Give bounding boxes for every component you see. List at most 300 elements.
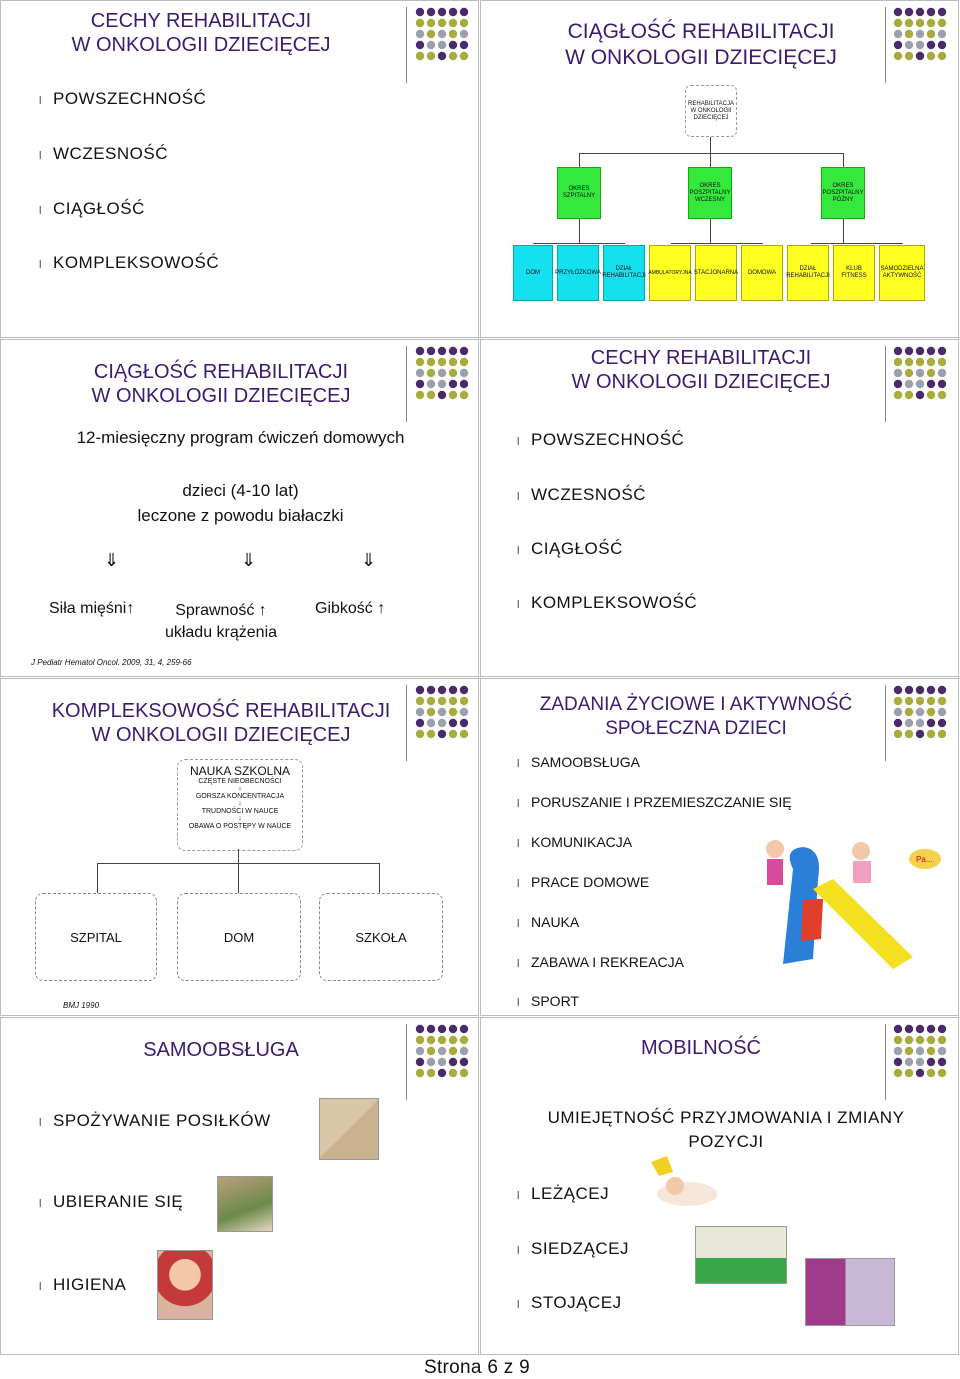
decorative-dot: [438, 52, 446, 60]
list-item: l SIEDZĄCEJ: [517, 1239, 630, 1258]
decorative-dot: [938, 1069, 946, 1077]
decorative-dot: [449, 347, 457, 355]
decorative-dot: [916, 708, 924, 716]
decorative-dot: [938, 380, 946, 388]
decorative-dots-icon: [893, 7, 947, 77]
slide-title: SAMOOBSŁUGA: [143, 1039, 299, 1061]
decorative-dot: [927, 730, 935, 738]
decorative-dot: [894, 41, 902, 49]
decorative-dot: [916, 369, 924, 377]
decorative-dot: [927, 380, 935, 388]
decorative-dot: [938, 358, 946, 366]
decorative-dot: [416, 1047, 424, 1055]
decorative-dot: [460, 1058, 468, 1066]
leaf-box: DZIAŁ REHABILITACJI: [787, 245, 829, 301]
decorative-dot: [938, 1058, 946, 1066]
decorative-dot: [427, 369, 435, 377]
decorative-dot: [460, 1069, 468, 1077]
decorative-dot: [927, 391, 935, 399]
decorative-dot: [460, 41, 468, 49]
page-footer: Strona 6 z 9: [424, 1357, 531, 1378]
decorative-dot: [894, 730, 902, 738]
program-text: 12-miesięczny program ćwiczeń domowych: [76, 428, 405, 447]
decorative-dot: [416, 19, 424, 27]
decorative-dot: [916, 19, 924, 27]
decorative-dot: [905, 730, 913, 738]
decorative-dot: [894, 1047, 902, 1055]
list-item: l KOMPLEKSOWOŚĆ: [517, 593, 698, 612]
tree-connector: [579, 153, 580, 167]
title-divider: [885, 1024, 886, 1100]
sitting-baby-photo: [695, 1226, 787, 1284]
list-item: l SPORT: [517, 993, 579, 1009]
decorative-dot: [438, 41, 446, 49]
decorative-dot: [438, 358, 446, 366]
decorative-dot: [905, 1047, 913, 1055]
decorative-dot: [894, 686, 902, 694]
decorative-dot: [416, 30, 424, 38]
decorative-dot: [938, 686, 946, 694]
decorative-dot: [938, 30, 946, 38]
list-item: l HIGIENA: [39, 1275, 127, 1294]
slide-ciaglosc-program: [0, 339, 479, 677]
list-item: l ZABAWA I REKREACJA: [517, 954, 684, 970]
decorative-dot: [449, 1047, 457, 1055]
school-box: [177, 759, 303, 851]
school-item: TRUDNOŚCI W NAUCE: [201, 808, 279, 815]
decorative-dot: [927, 1058, 935, 1066]
decorative-dot: [916, 1036, 924, 1044]
period-box: OKRES POSZPITALNY PÓŹNY: [821, 167, 865, 219]
decorative-dot: [905, 347, 913, 355]
decorative-dot: [460, 1036, 468, 1044]
slide-samoobsluga: [0, 1017, 479, 1355]
decorative-dot: [905, 1069, 913, 1077]
outcome-strength: Siła mięśni↑: [49, 600, 135, 617]
decorative-dot: [916, 52, 924, 60]
slide-mobilnosc: [480, 1017, 959, 1355]
decorative-dot: [449, 708, 457, 716]
title-divider: [406, 1024, 407, 1100]
eating-photo: [319, 1098, 379, 1160]
title-divider: [406, 7, 407, 83]
title-divider: [885, 685, 886, 761]
decorative-dot: [438, 1058, 446, 1066]
decorative-dot: [427, 708, 435, 716]
decorative-dot: [449, 391, 457, 399]
leaf-box: PRZYŁÓŻKOWA: [557, 245, 599, 301]
school-item: OBAWA O POSTĘPY W NAUCE: [188, 823, 292, 830]
lying-baby-photo: [647, 1152, 729, 1212]
decorative-dot: [427, 19, 435, 27]
decorative-dot: [460, 697, 468, 705]
decorative-dot: [894, 697, 902, 705]
decorative-dot: [927, 1025, 935, 1033]
list-item: l SAMOOBSŁUGA: [517, 754, 640, 770]
decorative-dot: [416, 730, 424, 738]
citation: J Pediatr Hematol Oncol. 2009, 31, 4, 259-66: [31, 658, 192, 667]
decorative-dot: [438, 697, 446, 705]
decorative-dot: [427, 391, 435, 399]
decorative-dot: [938, 719, 946, 727]
decorative-dots-icon: [893, 1024, 947, 1094]
decorative-dot: [894, 19, 902, 27]
decorative-dot: [927, 686, 935, 694]
decorative-dot: [438, 1069, 446, 1077]
decorative-dot: [894, 1058, 902, 1066]
decorative-dot: [916, 358, 924, 366]
decorative-dot: [916, 686, 924, 694]
decorative-dot: [938, 41, 946, 49]
decorative-dots-icon: [893, 685, 947, 755]
tree-connector: [579, 219, 580, 243]
list-item: l POWSZECHNOŚĆ: [517, 430, 685, 449]
decorative-dot: [438, 369, 446, 377]
list-item: l PORUSZANIE I PRZEMIESZCZANIE SIĘ: [517, 794, 792, 810]
decorative-dot: [416, 1025, 424, 1033]
decorative-dot: [927, 358, 935, 366]
tree-connector: [671, 243, 763, 244]
leaf-box: DOM: [513, 245, 553, 301]
decorative-dot: [916, 380, 924, 388]
decorative-dot: [427, 347, 435, 355]
decorative-dot: [416, 380, 424, 388]
decorative-dot: [449, 1069, 457, 1077]
title-divider: [406, 685, 407, 761]
decorative-dot: [916, 1069, 924, 1077]
decorative-dots-icon: [415, 7, 469, 77]
decorative-dot: [916, 1047, 924, 1055]
slide-zadania: [480, 678, 959, 1016]
decorative-dot: [449, 52, 457, 60]
decorative-dot: [894, 30, 902, 38]
decorative-dot: [938, 369, 946, 377]
decorative-dot: [938, 708, 946, 716]
slide-title: CIĄGŁOŚĆ REHABILITACJI W ONKOLOGII DZIECIĘCEJ: [91, 361, 351, 407]
decorative-dot: [894, 708, 902, 716]
decorative-dot: [905, 30, 913, 38]
decorative-dot: [894, 1036, 902, 1044]
decorative-dot: [916, 719, 924, 727]
decorative-dot: [916, 1025, 924, 1033]
decorative-dot: [916, 8, 924, 16]
decorative-dot: [449, 1058, 457, 1066]
decorative-dot: [927, 719, 935, 727]
decorative-dot: [894, 719, 902, 727]
decorative-dot: [438, 686, 446, 694]
period-box: OKRES SZPITALNY: [557, 167, 601, 219]
decorative-dot: [460, 369, 468, 377]
decorative-dot: [460, 347, 468, 355]
decorative-dot: [938, 1036, 946, 1044]
decorative-dot: [894, 8, 902, 16]
decorative-dot: [905, 708, 913, 716]
citation: BMJ 1990: [63, 1001, 100, 1010]
decorative-dot: [894, 1069, 902, 1077]
tree-connector: [710, 137, 711, 153]
decorative-dot: [905, 697, 913, 705]
leaf-box: SAMODZIELNA AKTYWNOŚĆ: [879, 245, 925, 301]
decorative-dot: [460, 8, 468, 16]
tree-connector: [97, 863, 98, 893]
decorative-dot: [927, 1036, 935, 1044]
decorative-dot: [916, 30, 924, 38]
decorative-dot: [449, 719, 457, 727]
slide-title: CECHY REHABILITACJI W ONKOLOGII DZIECIĘCEJ: [71, 10, 331, 56]
decorative-dot: [438, 347, 446, 355]
slide-cechy-1: [0, 0, 479, 338]
decorative-dot: [927, 347, 935, 355]
decorative-dot: [449, 369, 457, 377]
decorative-dot: [449, 41, 457, 49]
decorative-dot: [894, 1025, 902, 1033]
decorative-dot: [416, 358, 424, 366]
decorative-dot: [427, 686, 435, 694]
decorative-dot: [938, 391, 946, 399]
school-item: CZĘSTE NIEOBECNOŚCI: [198, 778, 282, 785]
place-box: SZKOŁA: [319, 893, 443, 981]
school-title: NAUKA SZKOLNA: [189, 764, 291, 778]
decorative-dot: [416, 708, 424, 716]
title-divider: [885, 346, 886, 422]
decorative-dot: [449, 8, 457, 16]
decorative-dot: [427, 1069, 435, 1077]
list-item: l PRACE DOMOWE: [517, 874, 650, 890]
decorative-dot: [916, 730, 924, 738]
decorative-dot: [905, 1036, 913, 1044]
decorative-dot: [416, 391, 424, 399]
decorative-dot: [460, 1047, 468, 1055]
decorative-dot: [416, 347, 424, 355]
decorative-dot: [905, 391, 913, 399]
decorative-dot: [460, 391, 468, 399]
decorative-dot: [416, 1058, 424, 1066]
list-item: l NAUKA: [517, 914, 580, 930]
dressing-photo: [217, 1176, 273, 1232]
slide-title: ZADANIA ŻYCIOWE I AKTYWNOŚĆ SPOŁECZNA DZIECI: [539, 694, 853, 739]
decorative-dot: [438, 1047, 446, 1055]
decorative-dot: [916, 347, 924, 355]
decorative-dot: [938, 697, 946, 705]
tree-connector: [710, 219, 711, 243]
decorative-dot: [438, 19, 446, 27]
decorative-dot: [438, 1036, 446, 1044]
decorative-dot: [905, 358, 913, 366]
decorative-dot: [905, 41, 913, 49]
decorative-dot: [449, 697, 457, 705]
decorative-dot: [938, 8, 946, 16]
decorative-dot: [427, 719, 435, 727]
leaf-box: STACJONARNA: [695, 245, 737, 301]
decorative-dot: [427, 1047, 435, 1055]
decorative-dot: [916, 1058, 924, 1066]
decorative-dot: [427, 8, 435, 16]
decorative-dot: [938, 730, 946, 738]
decorative-dot: [927, 697, 935, 705]
decorative-dot: [460, 730, 468, 738]
arrow-down-icon: ⇓: [104, 550, 120, 570]
decorative-dot: [460, 380, 468, 388]
tree-connector: [811, 243, 903, 244]
decorative-dot: [460, 708, 468, 716]
hygiene-photo: [157, 1250, 213, 1320]
decorative-dot: [460, 52, 468, 60]
decorative-dot: [416, 1036, 424, 1044]
decorative-dot: [438, 708, 446, 716]
decorative-dot: [416, 41, 424, 49]
place-box: SZPITAL: [35, 893, 157, 981]
decorative-dot: [438, 719, 446, 727]
decorative-dot: [427, 52, 435, 60]
title-divider: [406, 346, 407, 422]
decorative-dot: [449, 686, 457, 694]
decorative-dot: [427, 1025, 435, 1033]
list-item: l UBIERANIE SIĘ: [39, 1192, 184, 1211]
decorative-dot: [894, 358, 902, 366]
leaf-box: DZIAŁ REHABILITACJI: [603, 245, 645, 301]
arrow-down-icon: ↓: [238, 815, 242, 822]
outcome-flexibility: Gibkość ↑: [315, 600, 386, 617]
slide-kompleksowosc: [0, 678, 479, 1016]
tree-connector: [710, 153, 711, 167]
decorative-dot: [460, 719, 468, 727]
tree-connector: [533, 243, 625, 244]
decorative-dot: [927, 1069, 935, 1077]
list-item: l WCZESNOŚĆ: [517, 485, 646, 504]
decorative-dot: [905, 1025, 913, 1033]
decorative-dot: [427, 380, 435, 388]
slide-title: MOBILNOŚĆ: [640, 1037, 762, 1059]
slide-cechy-2: [480, 339, 959, 677]
decorative-dot: [927, 19, 935, 27]
decorative-dot: [427, 1036, 435, 1044]
decorative-dot: [449, 30, 457, 38]
list-item: l POWSZECHNOŚĆ: [39, 89, 207, 108]
group-text: dzieci (4-10 lat) leczone z powodu białaczki: [137, 481, 344, 525]
period-box: OKRES POSZPITALNY WCZESNY: [688, 167, 732, 219]
decorative-dot: [905, 1058, 913, 1066]
decorative-dot: [427, 30, 435, 38]
leaf-box: AMBULATORYJNA: [649, 245, 691, 301]
tree-connector: [238, 849, 239, 863]
decorative-dot: [927, 1047, 935, 1055]
slide-title: CECHY REHABILITACJI W ONKOLOGII DZIECIĘCEJ: [571, 347, 831, 393]
leaf-box: KLUB FITNESS: [833, 245, 875, 301]
tree-connector: [238, 863, 239, 893]
outcome-endurance: Sprawność ↑ układu krążenia: [164, 602, 278, 641]
decorative-dot: [916, 391, 924, 399]
decorative-dot: [894, 391, 902, 399]
decorative-dot: [938, 347, 946, 355]
arrow-down-icon: ⇓: [241, 550, 257, 570]
svg-text:Pa...: Pa...: [916, 855, 933, 864]
decorative-dots-icon: [893, 346, 947, 416]
decorative-dot: [460, 30, 468, 38]
decorative-dot: [416, 697, 424, 705]
decorative-dot: [905, 719, 913, 727]
tree-connector: [843, 153, 844, 167]
slide-title: CIĄGŁOŚĆ REHABILITACJI W ONKOLOGII DZIECIĘCEJ: [565, 20, 837, 69]
decorative-dot: [416, 8, 424, 16]
slide-toy-illustration: [743, 829, 943, 979]
decorative-dot: [438, 391, 446, 399]
decorative-dot: [416, 1069, 424, 1077]
list-item: l STOJĄCEJ: [517, 1293, 622, 1312]
decorative-dot: [905, 686, 913, 694]
decorative-dot: [438, 1025, 446, 1033]
decorative-dot: [427, 730, 435, 738]
decorative-dot: [427, 1058, 435, 1066]
list-item: l KOMPLEKSOWOŚĆ: [39, 253, 220, 272]
decorative-dot: [427, 41, 435, 49]
decorative-dot: [449, 19, 457, 27]
decorative-dot: [905, 19, 913, 27]
decorative-dot: [938, 1047, 946, 1055]
arrow-down-icon: ↓: [238, 785, 242, 792]
tree-connector: [379, 863, 380, 893]
tree-connector: [843, 219, 844, 243]
decorative-dot: [449, 1025, 457, 1033]
decorative-dot: [894, 369, 902, 377]
slide-title: KOMPLEKSOWOŚĆ REHABILITACJI W ONKOLOGII DZIECIĘCEJ: [51, 700, 391, 746]
decorative-dot: [427, 697, 435, 705]
decorative-dot: [449, 730, 457, 738]
arrow-down-icon: ⇓: [361, 550, 377, 570]
decorative-dot: [905, 380, 913, 388]
decorative-dot: [927, 8, 935, 16]
list-item: l LEŻĄCEJ: [517, 1184, 610, 1203]
decorative-dot: [905, 369, 913, 377]
decorative-dot: [938, 52, 946, 60]
decorative-dot: [916, 41, 924, 49]
decorative-dot: [460, 1025, 468, 1033]
decorative-dot: [449, 1036, 457, 1044]
decorative-dot: [894, 347, 902, 355]
decorative-dot: [460, 358, 468, 366]
list-item: l CIĄGŁOŚĆ: [517, 539, 623, 558]
leaf-box: DOMOWA: [741, 245, 783, 301]
decorative-dot: [927, 369, 935, 377]
tree-root: REHABILITACJA W ONKOLOGII DZIECIĘCEJ: [685, 85, 737, 137]
decorative-dot: [938, 19, 946, 27]
decorative-dot: [438, 380, 446, 388]
title-divider: [885, 7, 886, 83]
decorative-dot: [416, 719, 424, 727]
decorative-dots-icon: [415, 1024, 469, 1094]
decorative-dot: [416, 369, 424, 377]
decorative-dot: [894, 52, 902, 60]
decorative-dot: [938, 1025, 946, 1033]
slide-subtitle: UMIEJĘTNOŚĆ PRZYJMOWANIA I ZMIANY POZYCJI: [547, 1108, 905, 1151]
decorative-dots-icon: [415, 685, 469, 755]
decorative-dot: [916, 697, 924, 705]
decorative-dot: [905, 52, 913, 60]
decorative-dot: [449, 358, 457, 366]
decorative-dot: [460, 19, 468, 27]
standing-children-photo: [805, 1258, 895, 1326]
decorative-dot: [927, 41, 935, 49]
tree-connector: [579, 153, 843, 154]
decorative-dot: [416, 52, 424, 60]
decorative-dot: [427, 358, 435, 366]
decorative-dot: [438, 8, 446, 16]
decorative-dot: [438, 730, 446, 738]
list-item: l KOMUNIKACJA: [517, 834, 633, 850]
decorative-dot: [927, 708, 935, 716]
decorative-dot: [416, 686, 424, 694]
decorative-dot: [449, 380, 457, 388]
school-item: GORSZA KONCENTRACJA: [195, 793, 285, 800]
